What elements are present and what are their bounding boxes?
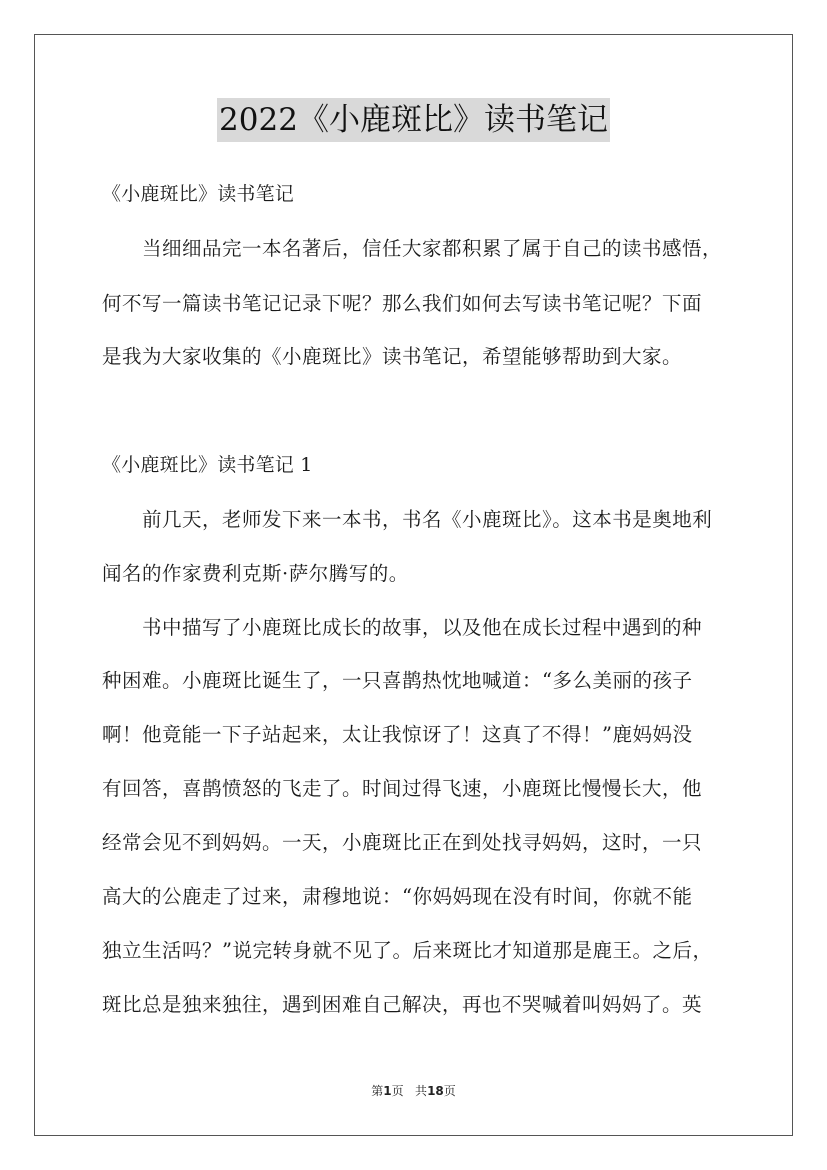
total-prefix: 共 — [415, 1084, 428, 1098]
document-title-block — [0, 98, 827, 142]
para2-line-8: 斑比总是独来独往，遇到困难自己解决，再也不哭喊着叫妈妈了。英 — [102, 993, 703, 1016]
total-pages: 18 — [427, 1084, 444, 1098]
para2-line-1: 书中描写了小鹿斑比成长的故事，以及他在成长过程中遇到的种 — [142, 616, 703, 639]
document-title: 2022《小鹿斑比》读书笔记 — [217, 98, 610, 142]
para2-line-4: 有回答，喜鹊愤怒的飞走了。时间过得飞速，小鹿斑比慢慢长大，他 — [102, 777, 703, 800]
para2-line-6: 高大的公鹿走了过来，肃穆地说：“你妈妈现在没有时间，你就不能 — [102, 885, 693, 908]
intro-line-2: 何不写一篇读书笔记记录下呢？那么我们如何去写读书笔记呢？下面 — [102, 292, 703, 315]
para2-line-5: 经常会见不到妈妈。一天，小鹿斑比正在到处找寻妈妈，这时，一只 — [102, 831, 703, 854]
page-footer — [0, 1083, 827, 1099]
total-suffix: 页 — [443, 1084, 456, 1098]
page-prefix: 第 — [371, 1084, 384, 1098]
intro-line-3: 是我为大家收集的《小鹿斑比》读书笔记，希望能够帮助到大家。 — [102, 345, 683, 368]
section-heading: 《小鹿斑比》读书笔记 1 — [102, 454, 313, 476]
document-subtitle: 《小鹿斑比》读书笔记 — [102, 183, 295, 205]
para1-line-2: 闻名的作家费利克斯·萨尔腾写的。 — [102, 562, 409, 585]
page-number: 1 — [383, 1084, 392, 1098]
intro-line-1: 当细细品完一本名著后，信任大家都积累了属于自己的读书感悟， — [142, 237, 723, 260]
para2-line-2: 种困难。小鹿斑比诞生了，一只喜鹊热忱地喊道：“多么美丽的孩子 — [102, 669, 693, 692]
para2-line-7: 独立生活吗？”说完转身就不见了。后来斑比才知道那是鹿王。之后， — [102, 939, 713, 962]
page-suffix: 页 — [391, 1084, 404, 1098]
para1-line-1: 前几天，老师发下来一本书，书名《小鹿斑比》。这本书是奥地利 — [142, 508, 713, 531]
para2-line-3: 啊！他竟能一下子站起来，太让我惊讶了！这真了不得！”鹿妈妈没 — [102, 723, 693, 746]
